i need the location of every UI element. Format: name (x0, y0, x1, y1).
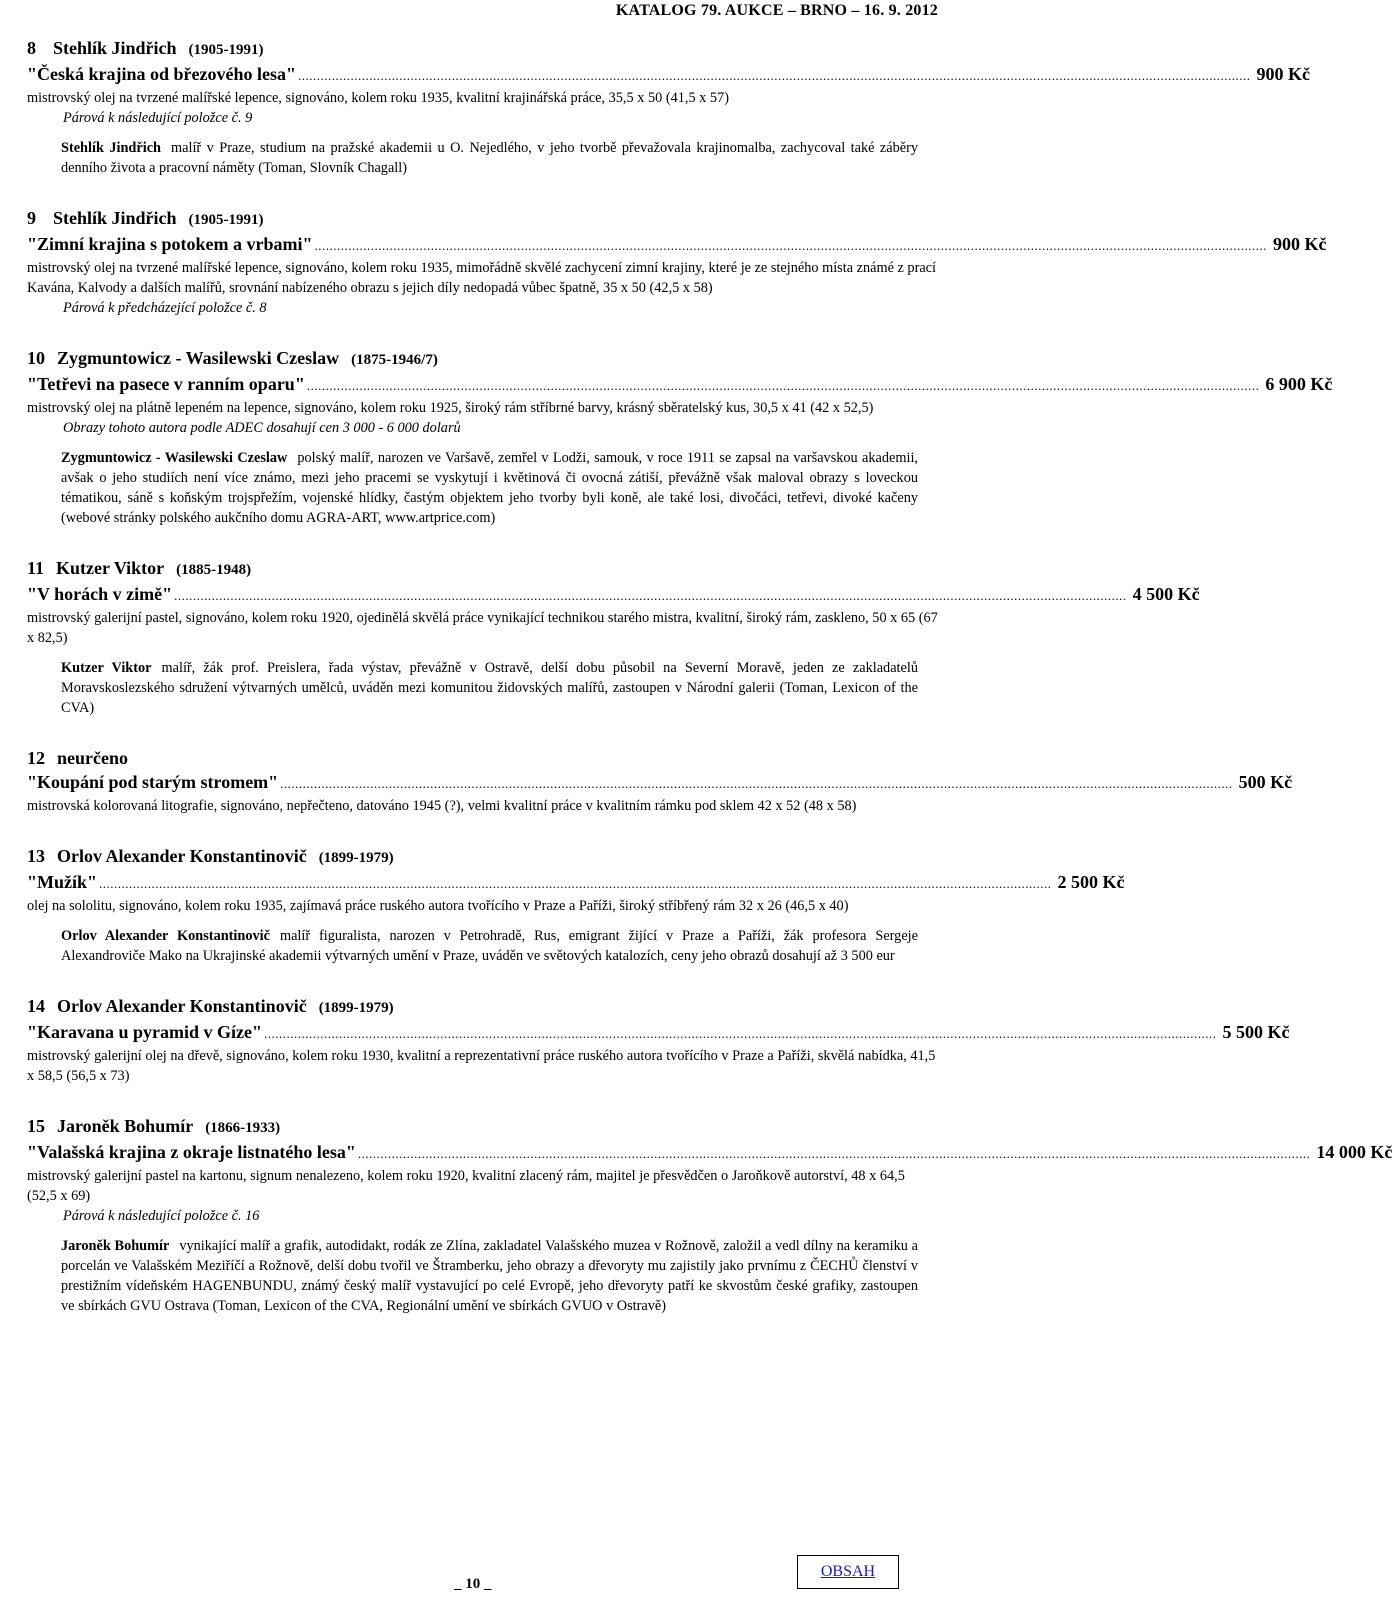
bio-artist-name: Jaroněk Bohumír (61, 1238, 170, 1254)
lot-artist: Zygmuntowicz - Wasilewski Czeslaw (57, 348, 340, 368)
lot-heading (27, 844, 938, 870)
lot-dates: (1866-1933) (205, 1120, 281, 1136)
dot-leader: .............................................................................................................................................................................................................................................................. (297, 68, 1251, 83)
lot-dates: (1885-1948) (176, 562, 252, 578)
lot-entry (27, 346, 1333, 528)
lot-price: 14 000 Kč (1316, 1142, 1392, 1162)
lot-entry (27, 36, 1310, 178)
lot-price: 900 Kč (1256, 64, 1310, 84)
bio-text: malíř, žák prof. Preislera, řada výstav, převážně v Ostravě, delší dobu působil na Severní Moravě, jeden ze zakladatelů Moravskoslezského sdružení výtvarných umělců, uváděn mezi komunitou židovských malířů, zastoupen v Národní galerii (Toman, Lexicon of the CVA) (61, 660, 918, 716)
dot-leader: .............................................................................................................................................................................................................................................................. (174, 588, 1127, 603)
lot-title: "Tetřevi na pasece v ranním oparu" (27, 374, 305, 394)
lot-number: 13 (27, 846, 45, 866)
lot-price: 500 Kč (1238, 772, 1293, 792)
lot-description: mistrovský galerijní pastel, signováno, kolem roku 1920, ojedinělá skvělá práce vynikající technikou starého mistra, kvalitní, široký rám, zaskleno, 50 x 65 (67 x 82,5) (27, 610, 938, 646)
bio-text: polský malíř, narozen ve Varšavě, zemřel v Lodži, samouk, v roce 1911 se zapsal na varšavskou akademii, avšak o jeho studiích není více známo, mezi jeho pracemi se vyskytují i květinová či ovocná zátiší, převážně však maloval obrazy s loveckou tématikou, sáně s koňským trojspřežím, vojenské hlídky, častým objektem jeho tvorby byli koně, ale také losi, divočáci, tetřevi, divoké kačeny (webové stránky polského aukčního domu AGRA-ART, www.artprice.com) (61, 450, 918, 526)
lot-number: 12 (27, 748, 45, 768)
obsah-link[interactable]: OBSAH (797, 1555, 899, 1589)
lot-heading (27, 346, 938, 372)
lot-artist: Orlov Alexander Konstantinovič (57, 996, 307, 1016)
lot-artist: Jaroněk Bohumír (57, 1116, 194, 1136)
lot-dates: (1899-1979) (318, 850, 394, 866)
lot-price: 4 500 Kč (1132, 584, 1200, 604)
lot-description: mistrovský olej na tvrzené malířské lepence, signováno, kolem roku 1935, mimořádně skvělé zachycení zimní krajiny, které je ze stejného místa známé z prací Kavána, Kalvody a dalších malířů, srovnání nabízeného obrazu s jejich díly nedopadá vůbec špatně, 35 x 50 (42,5 x 58) (27, 260, 936, 296)
lot-artist: Kutzer Viktor (56, 558, 165, 578)
dot-leader: .............................................................................................................................................................................................................................................................. (263, 1026, 1217, 1041)
lot-heading (27, 36, 938, 62)
bio-text: malíř v Praze, studium na pražské akademii u O. Nejedlého, v jeho tvorbě převažovala krajinomalba, zachycoval také záběry denního života a pracovní náměty (Toman, Slovník Chagall) (61, 140, 919, 176)
bio-artist-name: Stehlík Jindřich (61, 140, 162, 156)
bio-text: vynikající malíř a grafik, autodidakt, rodák ze Zlína, zakladatel Valašského muzea v Rožnově, založil a vedl dílny na keramiku a porcelán ve Valašském Meziříčí a Rožnově, delší dobu tvořil ve Štramberku, jeho obrazy a dřevoryty mu zajistily jako prvnímu z ČECHŮ členství v prestižním vídeňském HAGENBUNDU, známý český malíř vystavující po celé Evropě, jeho dřevoryty patří ke skvostům české grafiky, zastoupen ve sbírkách GVU Ostrava (Toman, Lexicon of the CVA, Regionální umění ve sbírkách GVUO v Ostravě) (61, 1238, 918, 1314)
lot-title-line (27, 372, 1333, 398)
lot-note: Párová k následující položce č. 16 (63, 1208, 260, 1224)
lot-artist: neurčeno (57, 748, 128, 768)
lot-title: "Karavana u pyramid v Gíze" (27, 1022, 262, 1042)
lot-title: "Koupání pod starým stromem" (27, 772, 279, 792)
lot-number: 8 (27, 38, 36, 58)
lot-title: "Zimní krajina s potokem a vrbami" (27, 234, 313, 254)
lot-dates: (1905-1991) (188, 212, 264, 228)
lot-number: 15 (27, 1116, 45, 1136)
lot-number: 11 (27, 558, 45, 578)
lot-title: "Valašská krajina z okraje listnatého lesa" (27, 1142, 356, 1162)
bio-artist-name: Orlov Alexander Konstantinovič (61, 928, 270, 944)
dot-leader: .............................................................................................................................................................................................................................................................. (314, 238, 1268, 253)
lot-number: 10 (27, 348, 45, 368)
page-number: _ 10 _ (454, 1576, 492, 1592)
bio-artist-name: Zygmuntowicz - Wasilewski Czeslaw (61, 450, 288, 466)
lot-description: mistrovský galerijní pastel na kartonu, signum nenalezeno, kolem roku 1920, kvalitní zlacený rám, majitel je přesvědčen o Jaroňkově autorství, 48 x 64,5 (52,5 x 69) (27, 1168, 905, 1204)
lot-title-line (27, 232, 1327, 258)
lot-description: olej na sololitu, signováno, kolem roku 1935, zajímavá práce ruského autora tvořícího v Praze a Paříži, široký stříbřený rám 32 x 26 (46,5 x 40) (27, 898, 849, 914)
lot-heading (27, 1114, 938, 1140)
artist-bio (61, 658, 918, 718)
lot-heading (27, 206, 938, 232)
lot-number: 14 (27, 996, 45, 1016)
lot-title-line (27, 1020, 1290, 1046)
lot-entry (27, 206, 1327, 318)
lot-note: Obrazy tohoto autora podle ADEC dosahují cen 3 000 - 6 000 dolarů (63, 420, 461, 436)
lot-title-line (27, 870, 1125, 896)
lot-dates: (1875-1946/7) (351, 352, 438, 368)
lot-note: Párová k následující položce č. 9 (63, 110, 253, 126)
artist-bio (61, 138, 918, 178)
catalog-header: KATALOG 79. AUKCE – BRNO – 16. 9. 2012 (615, 2, 938, 19)
lot-price: 5 500 Kč (1222, 1022, 1290, 1042)
lot-list (0, 36, 1392, 1316)
lot-title-line (27, 62, 1310, 88)
lot-heading (27, 994, 938, 1020)
lot-artist: Orlov Alexander Konstantinovič (57, 846, 307, 866)
lot-description: mistrovská kolorovaná litografie, signováno, nepřečteno, datováno 1945 (?), velmi kvalitní práce v kvalitním rámku pod sklem 42 x 52 (48 x 58) (27, 798, 857, 814)
dot-leader: .............................................................................................................................................................................................................................................................. (99, 876, 1052, 891)
lot-dates: (1905-1991) (188, 42, 264, 58)
lot-price: 2 500 Kč (1057, 872, 1125, 892)
lot-description: mistrovský olej na plátně lepeném na lepence, signováno, kolem roku 1925, široký rám stříbrné barvy, krásný sběratelský kus, 30,5 x 41 (42 x 52,5) (27, 400, 874, 416)
lot-heading (27, 746, 938, 770)
dot-leader: .............................................................................................................................................................................................................................................................. (280, 776, 1233, 791)
lot-entry (27, 844, 1125, 966)
lot-description: mistrovský galerijní olej na dřevě, signováno, kolem roku 1930, kvalitní a reprezentativní práce ruského autora tvořícího v Praze a Paříži, skvělá nabídka, 41,5 x 58,5 (56,5 x 73) (27, 1048, 936, 1084)
lot-title-line (27, 770, 1293, 796)
bio-artist-name: Kutzer Viktor (61, 660, 152, 676)
lot-heading (27, 556, 938, 582)
lot-price: 900 Kč (1273, 234, 1327, 254)
artist-bio (61, 926, 918, 966)
lot-description: mistrovský olej na tvrzené malířské lepence, signováno, kolem roku 1935, kvalitní krajinářská práce, 35,5 x 50 (41,5 x 57) (27, 90, 729, 106)
lot-title: "Mužík" (27, 872, 97, 892)
lot-note: Párová k předcházející položce č. 8 (63, 300, 267, 316)
lot-title: "Česká krajina od březového lesa" (27, 64, 296, 84)
artist-bio (61, 448, 918, 528)
lot-artist: Stehlík Jindřich (53, 38, 177, 58)
lot-title: "V horách v zimě" (27, 584, 173, 604)
lot-artist: Stehlík Jindřich (53, 208, 177, 228)
lot-title-line (27, 1140, 1392, 1166)
lot-entry (27, 994, 1290, 1086)
lot-dates: (1899-1979) (318, 1000, 394, 1016)
dot-leader: .............................................................................................................................................................................................................................................................. (306, 378, 1260, 393)
lot-entry (27, 556, 1200, 718)
lot-title-line (27, 582, 1200, 608)
lot-entry (27, 1114, 1392, 1316)
bio-text: malíř figuralista, narozen v Petrohradě, Rus, emigrant žijící v Praze a Paříži, žák profesora Sergeje Alexandroviče Mako na Ukrajinské akademii výtvarných umění v Praze, uváděn ve světových katalozích, ceny jeho obrazů dosahují až 3 500 eur (61, 928, 918, 964)
lot-entry (27, 746, 1293, 816)
lot-price: 6 900 Kč (1265, 374, 1333, 394)
dot-leader: .............................................................................................................................................................................................................................................................. (357, 1146, 1311, 1161)
lot-number: 9 (27, 208, 36, 228)
artist-bio (61, 1236, 918, 1316)
